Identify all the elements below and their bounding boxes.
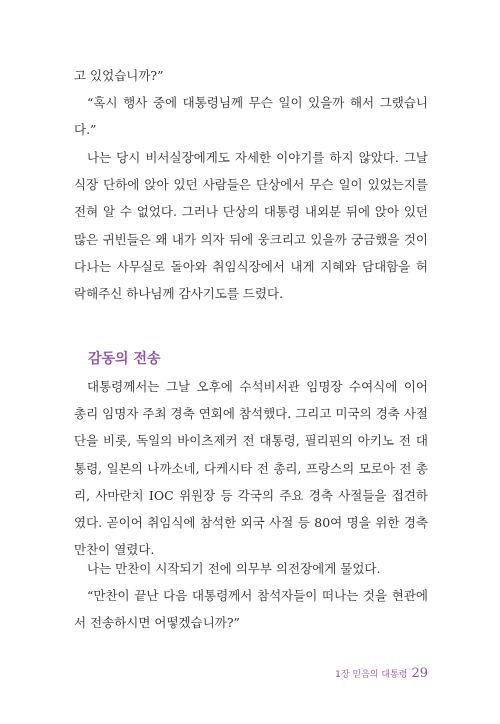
paragraph: 나는 사무실로 돌아와 취임식장에서 내게 지혜와 담대함을 허락해주신 하나님께 감사기도를 드렸다.: [74, 259, 428, 302]
page-footer: [335, 666, 428, 681]
paragraph: 나는 만찬이 시작되기 전에 의무부 의전장에게 물었다.: [87, 561, 381, 576]
paragraph-quote: “혹시 행사 중에 대통령님께 무슨 일이 있을까 해서 그랬습니다.”: [74, 95, 428, 138]
page-number: 29: [411, 666, 428, 681]
paragraph: 나는 당시 비서실장에게도 자세한 이야기를 하지 않았다. 그날 식장 단하에 앉아 있던 사람들은 단상에서 무슨 일이 있었는지를 전혀 알 수 없었다. 그러나 단상의 대통령 내외분 뒤에 앉아 있던 많은 귀빈들은 왜 내가 의자 뒤에 웅크리고 있을까 궁금했을 것이다.: [74, 150, 428, 274]
running-chapter-title: 1장 믿음의 대통령: [335, 670, 408, 680]
section-heading: 감동의 전송: [88, 351, 161, 367]
paragraph: 대통령께서는 그날 오후에 수석비서관 임명장 수여식에 이어 총리 임명자 주최 경축 연회에 참석했다. 그리고 미국의 경축 사절단을 비롯, 독일의 바이츠제커 전 대통령, 필리핀의 아키노 전 대통령, 일본의 나까소네, 다케시타 전 총리, 프랑스의 모로아 전 총리, 사마란치 IOC 위원장 등 각국의 주요 경축 사절들을 접견하였다. 곧이어 취임식에 참석한 외국 사절 등 80여 명을 위한 경축 만찬이 열렸다.: [74, 379, 428, 558]
paragraph-continued: 고 있었습니까?”: [74, 68, 164, 83]
paragraph-quote: “만찬이 끝난 다음 대통령께서 참석자들이 떠나는 것을 현관에서 전송하시면 어떻겠습니까?”: [74, 588, 428, 631]
